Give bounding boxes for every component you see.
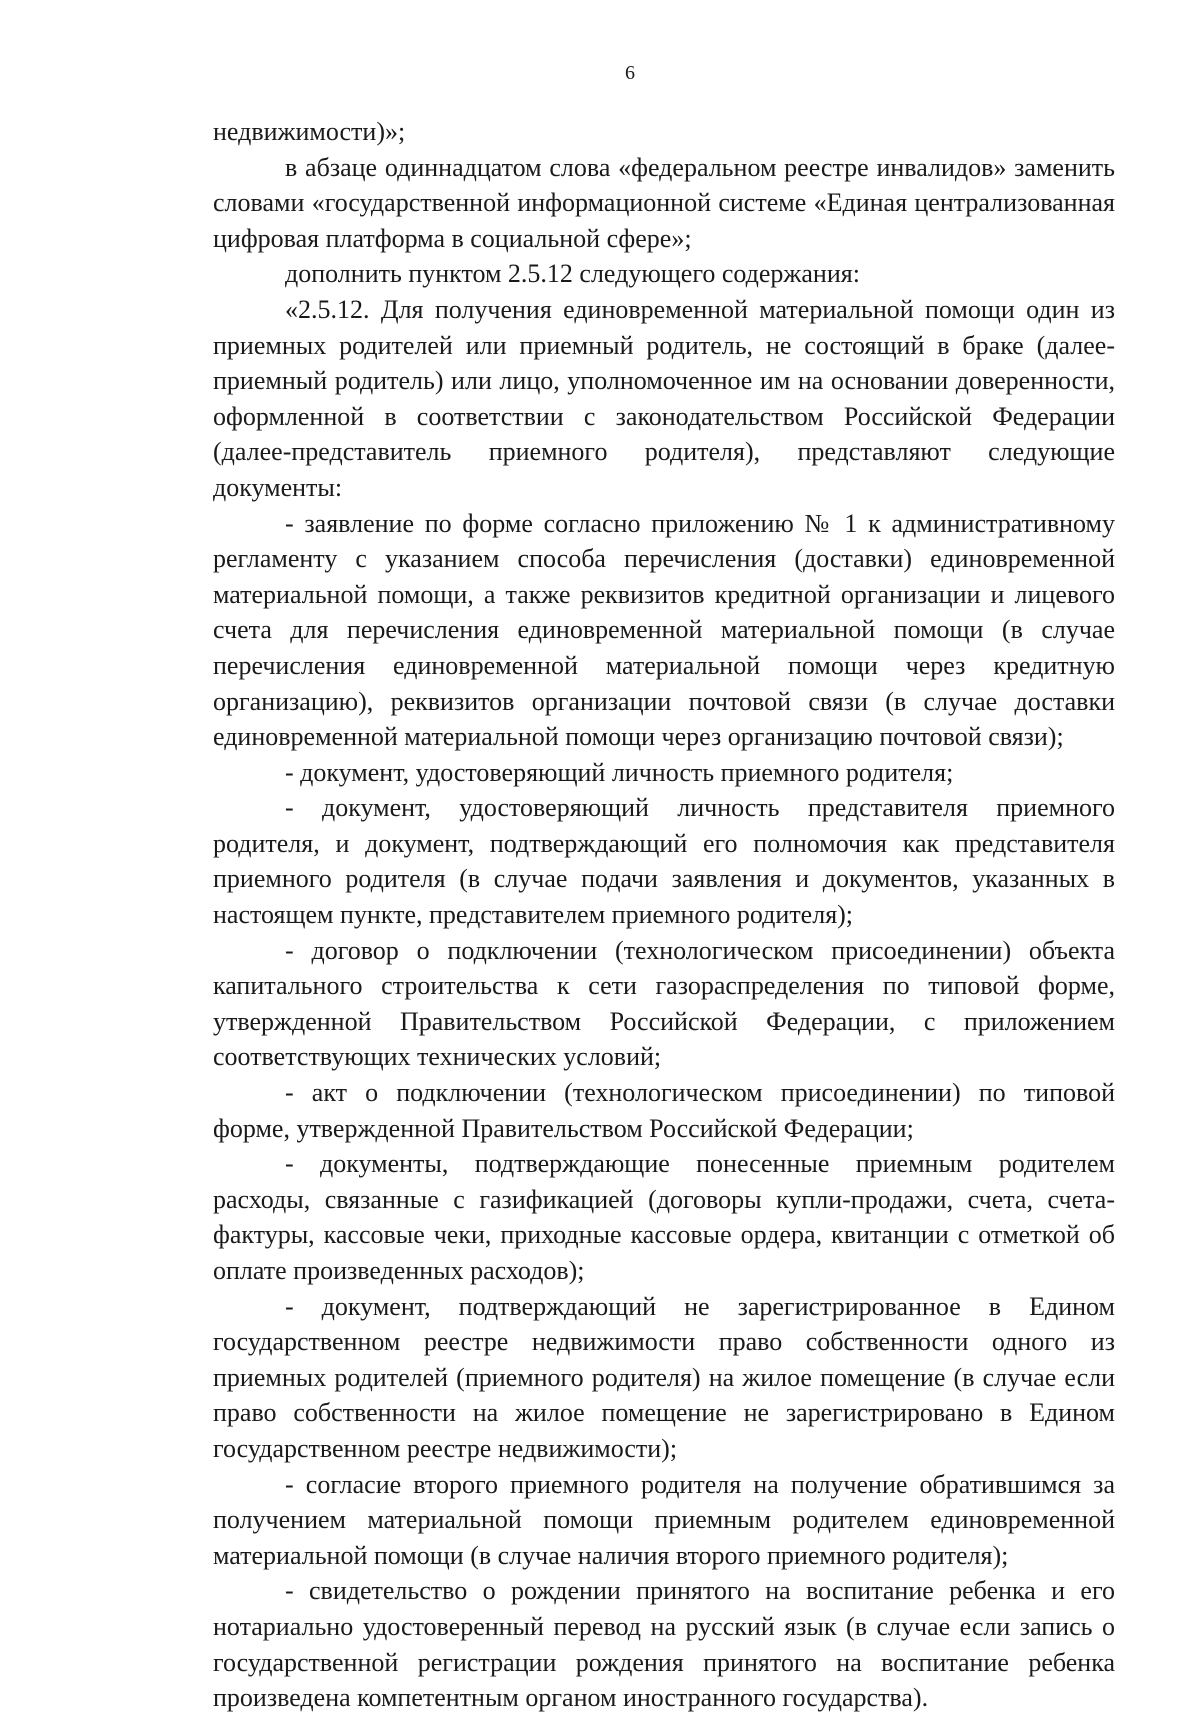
list-item-expense-documents: - документы, подтверждающие понесенные приемным родителем расходы, связанные с газификацией (договоры купли-продажи, счета, счета-фактуры, кассовые чеки, приходные кассовые ордера, квитанции с отметкой об оплате произведенных расходов); xyxy=(213,1149,1115,1285)
list-item-second-parent-consent: - согласие второго приемного родителя на получение обратившимся за получением материальной помощи приемным родителем единовременной материальной помощи (в случае наличия второго приемного родителя); xyxy=(213,1469,1115,1570)
list-item-connection-contract: - договор о подключении (технологическом присоединении) объекта капитального строительства к сети газораспределения по типовой форме, утвержденной Правительством Российской Федерации, с приложением соответствующих технических условий; xyxy=(213,935,1115,1072)
document-body xyxy=(213,114,1115,1716)
list-item-ownership-document: - документ, подтверждающий не зарегистрированное в Едином государственном реестре недвижимости право собственности одного из приемных родителей (приемного родителя) на жилое помещение (в случае если право собственности на жилое помещение не зарегистрировано в Едином государственном реестре недвижимости); xyxy=(213,1291,1115,1463)
paragraph-amendment-add: дополнить пунктом 2.5.12 следующего содержания: xyxy=(285,259,860,289)
paragraph-continuation: недвижимости)»; xyxy=(213,117,406,146)
list-item-connection-act: - акт о подключении (технологическом присоединении) по типовой форме, утвержденной Правительством Российской Федерации; xyxy=(213,1078,1115,1143)
paragraph-amendment-replace: в абзаце одиннадцатом слова «федеральном реестре инвалидов» заменить словами «государственной информационной системе «Единая централизованная цифровая платформа в социальной сфере»; xyxy=(213,152,1115,253)
list-item-representative-documents: - документ, удостоверяющий личность представителя приемного родителя, и документ, подтверждающий его полномочия как представителя приемного родителя (в случае подачи заявления и документов, указанных в настоящем пункте, представителем приемного родителя); xyxy=(213,793,1115,930)
page-number: 6 xyxy=(625,62,635,84)
list-item-birth-certificate: - свидетельство о рождении принятого на воспитание ребенка и его нотариально удостоверенный перевод на русский язык (в случае если запись о государственной регистрации рождения принятого на воспитание ребенка произведена компетентным органом иностранного государства). xyxy=(213,1576,1115,1713)
paragraph-clause-2-5-12: «2.5.12. Для получения единовременной материальной помощи один из приемных родителей или приемный родитель, не состоящий в браке (далее-приемный родитель) или лицо, уполномоченное им на основании доверенности, оформленной в соответствии с законодательством Российской Федерации (далее-представитель приемного родителя), представляют следующие документы: xyxy=(213,294,1115,502)
list-item-application: - заявление по форме согласно приложению № 1 к административному регламенту с указанием способа перечисления (доставки) единовременной материальной помощи, а также реквизитов кредитной организации и лицевого счета для перечисления единовременной материальной помощи (в случае перечисления единовременной материальной помощи через кредитную организацию), реквизитов организации почтовой связи (в случае доставки единовременной материальной помощи через организацию почтовой связи); xyxy=(213,508,1115,752)
list-item-identity-document: - документ, удостоверяющий личность приемного родителя; xyxy=(285,757,954,787)
